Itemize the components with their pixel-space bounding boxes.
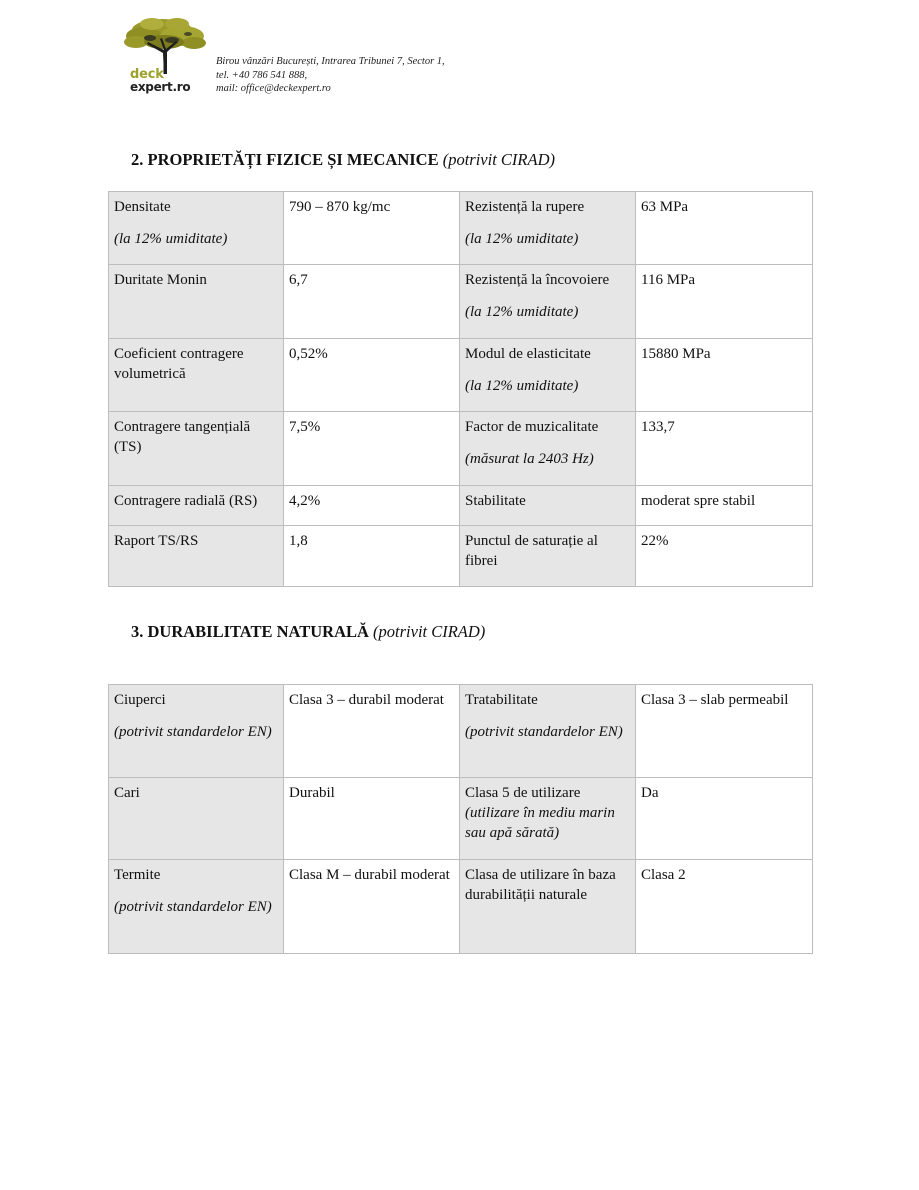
- table-row: [109, 339, 813, 412]
- table-row: [109, 192, 813, 265]
- property-condition: (la 12% umiditate): [465, 231, 579, 247]
- property-value: 15880 MPa: [636, 339, 813, 412]
- property-value: Clasa 3 – durabil moderat: [284, 685, 460, 778]
- natural-durability-table: [108, 684, 813, 954]
- property-value: 0,52%: [284, 339, 460, 412]
- property-name: Stabilitate: [465, 493, 526, 509]
- property-value: Durabil: [284, 778, 460, 860]
- property-label: [109, 685, 284, 778]
- property-name: Raport TS/RS: [114, 533, 199, 549]
- property-value: Clasa 3 – slab permeabil: [636, 685, 813, 778]
- section-2-heading: 2. PROPRIETĂȚI FIZICE ȘI MECANICE: [131, 150, 439, 169]
- section-3-source-note: (potrivit CIRAD): [373, 622, 486, 641]
- property-condition: (utilizare în mediu marin sau apă sărată): [465, 805, 615, 841]
- property-condition: (la 12% umiditate): [465, 378, 579, 394]
- property-value: Clasa 2: [636, 860, 813, 954]
- property-condition: (la 12% umiditate): [114, 231, 228, 247]
- table-row: [109, 685, 813, 778]
- property-value: 133,7: [636, 412, 813, 486]
- table-row: [109, 486, 813, 526]
- contact-email: mail: office@deckexpert.ro: [216, 83, 331, 94]
- section-3-heading: 3. DURABILITATE NATURALĂ: [131, 622, 369, 641]
- property-label: [460, 860, 636, 954]
- property-condition: (potrivit standardelor EN): [465, 724, 623, 740]
- property-label: [109, 860, 284, 954]
- company-logo: [122, 16, 208, 100]
- property-value: moderat spre stabil: [636, 486, 813, 526]
- property-value: 7,5%: [284, 412, 460, 486]
- property-value: Clasa M – durabil moderat: [284, 860, 460, 954]
- table-row: [109, 265, 813, 339]
- property-value: 22%: [636, 526, 813, 587]
- property-label: [109, 486, 284, 526]
- contact-phone: tel. +40 786 541 888,: [216, 69, 308, 81]
- section-2-source-note: (potrivit CIRAD): [442, 150, 555, 169]
- section-3-title: [131, 622, 485, 642]
- property-name: Modul de elasticitate: [465, 346, 591, 362]
- property-name: Contragere tangențială (TS): [114, 419, 251, 455]
- property-label: [109, 412, 284, 486]
- property-label: [460, 685, 636, 778]
- physical-mechanical-properties-table: [108, 191, 813, 587]
- property-name: Tratabilitate: [465, 692, 538, 708]
- property-label: [460, 486, 636, 526]
- logo-text-deck: deck: [130, 67, 164, 82]
- property-value: Da: [636, 778, 813, 860]
- property-value: 116 MPa: [636, 265, 813, 339]
- property-name: Duritate Monin: [114, 272, 207, 288]
- property-label: [460, 526, 636, 587]
- property-value: 1,8: [284, 526, 460, 587]
- table-row: [109, 412, 813, 486]
- property-name: Contragere radială (RS): [114, 493, 258, 509]
- table-row: [109, 860, 813, 954]
- contact-info: [216, 55, 445, 96]
- property-label: [460, 339, 636, 412]
- letterhead: [122, 16, 622, 106]
- property-name: Coeficient contragere volumetrică: [114, 346, 244, 382]
- property-name: Termite: [114, 867, 161, 883]
- property-label: [460, 778, 636, 860]
- property-label: [109, 339, 284, 412]
- property-label: [109, 526, 284, 587]
- section-2-title: [131, 150, 555, 170]
- property-name: Cari: [114, 785, 140, 801]
- logo-wordmark: [130, 68, 190, 94]
- logo-text-expert: expert.ro: [130, 80, 191, 94]
- property-name: Densitate: [114, 199, 171, 215]
- table-row: [109, 778, 813, 860]
- property-name: Clasa 5 de utilizare: [465, 785, 581, 801]
- property-name: Factor de muzicalitate: [465, 419, 599, 435]
- property-condition: (potrivit standardelor EN): [114, 899, 272, 915]
- property-name: Ciuperci: [114, 692, 166, 708]
- property-label: [460, 192, 636, 265]
- property-condition: (potrivit standardelor EN): [114, 724, 272, 740]
- property-label: [460, 265, 636, 339]
- property-condition: (măsurat la 2403 Hz): [465, 451, 594, 467]
- property-name: Rezistență la încovoiere: [465, 272, 610, 288]
- property-name: Punctul de saturație al fibrei: [465, 533, 598, 569]
- property-value: 4,2%: [284, 486, 460, 526]
- property-label: [109, 778, 284, 860]
- table-row: [109, 526, 813, 587]
- property-name: Rezistență la rupere: [465, 199, 585, 215]
- property-condition: (la 12% umiditate): [465, 304, 579, 320]
- property-value: 6,7: [284, 265, 460, 339]
- property-name: Clasa de utilizare în baza durabilității naturale: [465, 867, 616, 903]
- property-label: [109, 265, 284, 339]
- property-label: [109, 192, 284, 265]
- property-value: 790 – 870 kg/mc: [284, 192, 460, 265]
- contact-address: Birou vânzări București, Intrarea Tribunei 7, Sector 1,: [216, 56, 445, 67]
- property-value: 63 MPa: [636, 192, 813, 265]
- property-label: [460, 412, 636, 486]
